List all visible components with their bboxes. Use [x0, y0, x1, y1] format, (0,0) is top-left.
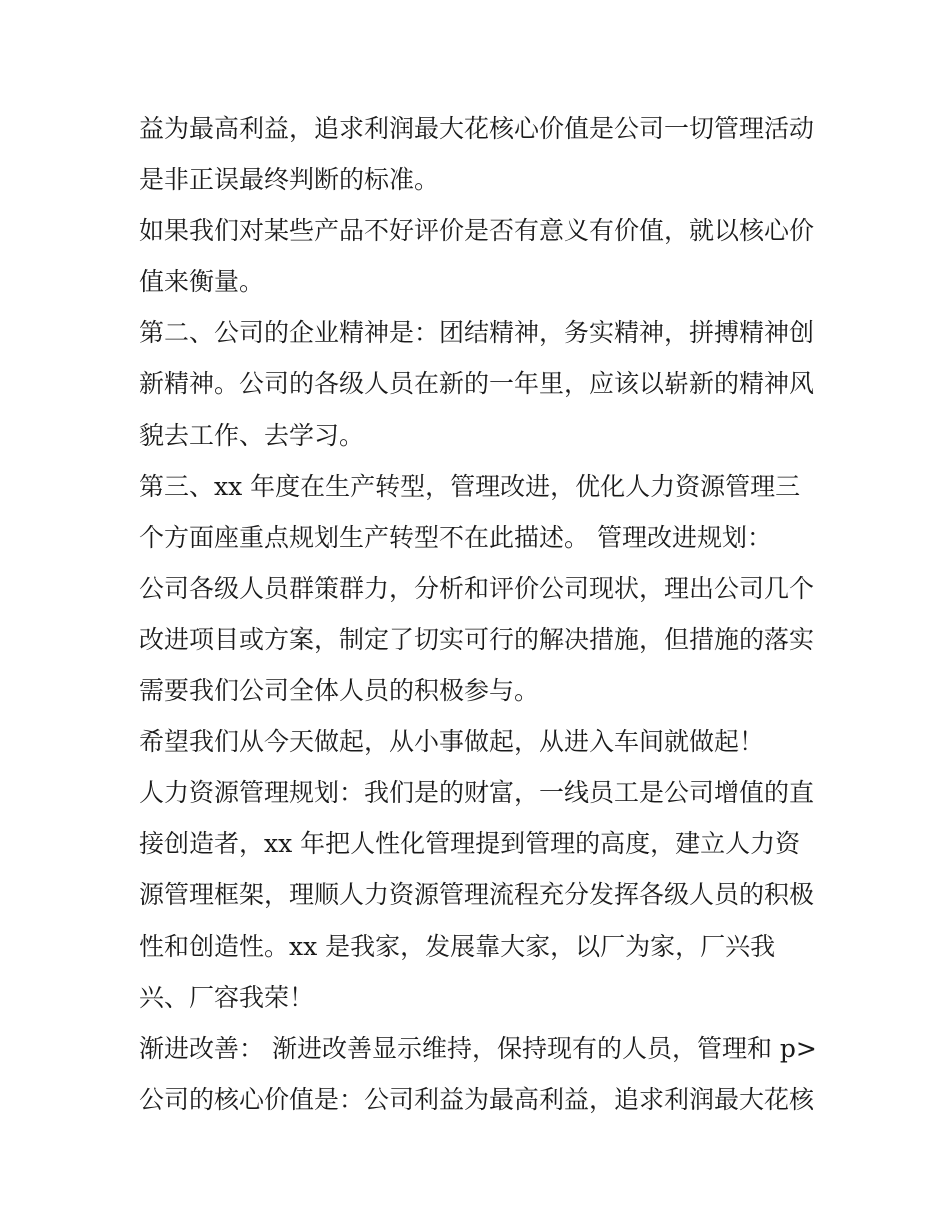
text-line: 人力资源管理规划：我们是的财富，一线员工是公司增值的直	[139, 778, 815, 808]
text-line: 接创造者，xx 年把人性化管理提到管理的高度，建立人力资	[139, 829, 801, 859]
text-line: 希望我们从今天做起，从小事做起，从进入车间就做起！	[139, 727, 765, 757]
text-line: 改进项目或方案，制定了切实可行的解决措施，但措施的落实	[139, 624, 815, 654]
text-line: 性和创造性。xx 是我家，发展靠大家，以厂为家，厂兴我	[139, 931, 776, 961]
text-line: 值来衡量。	[139, 267, 265, 297]
text-line: 需要我们公司全体人员的积极参与。	[139, 676, 540, 706]
text-line: 渐进改善： 渐进改善显示维持，保持现有的人员，管理和 p>	[139, 1033, 817, 1063]
text-line: 个方面座重点规划生产转型不在此描述。 管理改进规划：	[139, 522, 772, 552]
text-line: 新精神。公司的各级人员在新的一年里，应该以崭新的精神风	[139, 369, 815, 399]
text-line: 是非正误最终判断的标准。	[139, 165, 440, 195]
text-line: 如果我们对某些产品不好评价是否有意义有价值，就以核心价	[139, 216, 815, 246]
text-line: 公司各级人员群策群力，分析和评价公司现状，理出公司几个	[139, 573, 815, 603]
text-line: 第三、xx 年度在生产转型，管理改进，优化人力资源管理三	[139, 471, 801, 501]
document-body	[139, 103, 819, 1125]
text-line: 第二、公司的企业精神是：团结精神，务实精神，拼搏精神创	[139, 318, 815, 348]
text-line: 益为最高利益，追求利润最大花核心价值是公司一切管理活动	[139, 114, 815, 143]
text-line: 貌去工作、去学习。	[139, 420, 365, 450]
text-line: 兴、厂容我荣！	[139, 982, 315, 1012]
text-line: 源管理框架，理顺人力资源管理流程充分发挥各级人员的积极	[139, 880, 815, 910]
text-line: 公司的核心价值是：公司利益为最高利益，追求利润最大花核	[139, 1084, 815, 1114]
